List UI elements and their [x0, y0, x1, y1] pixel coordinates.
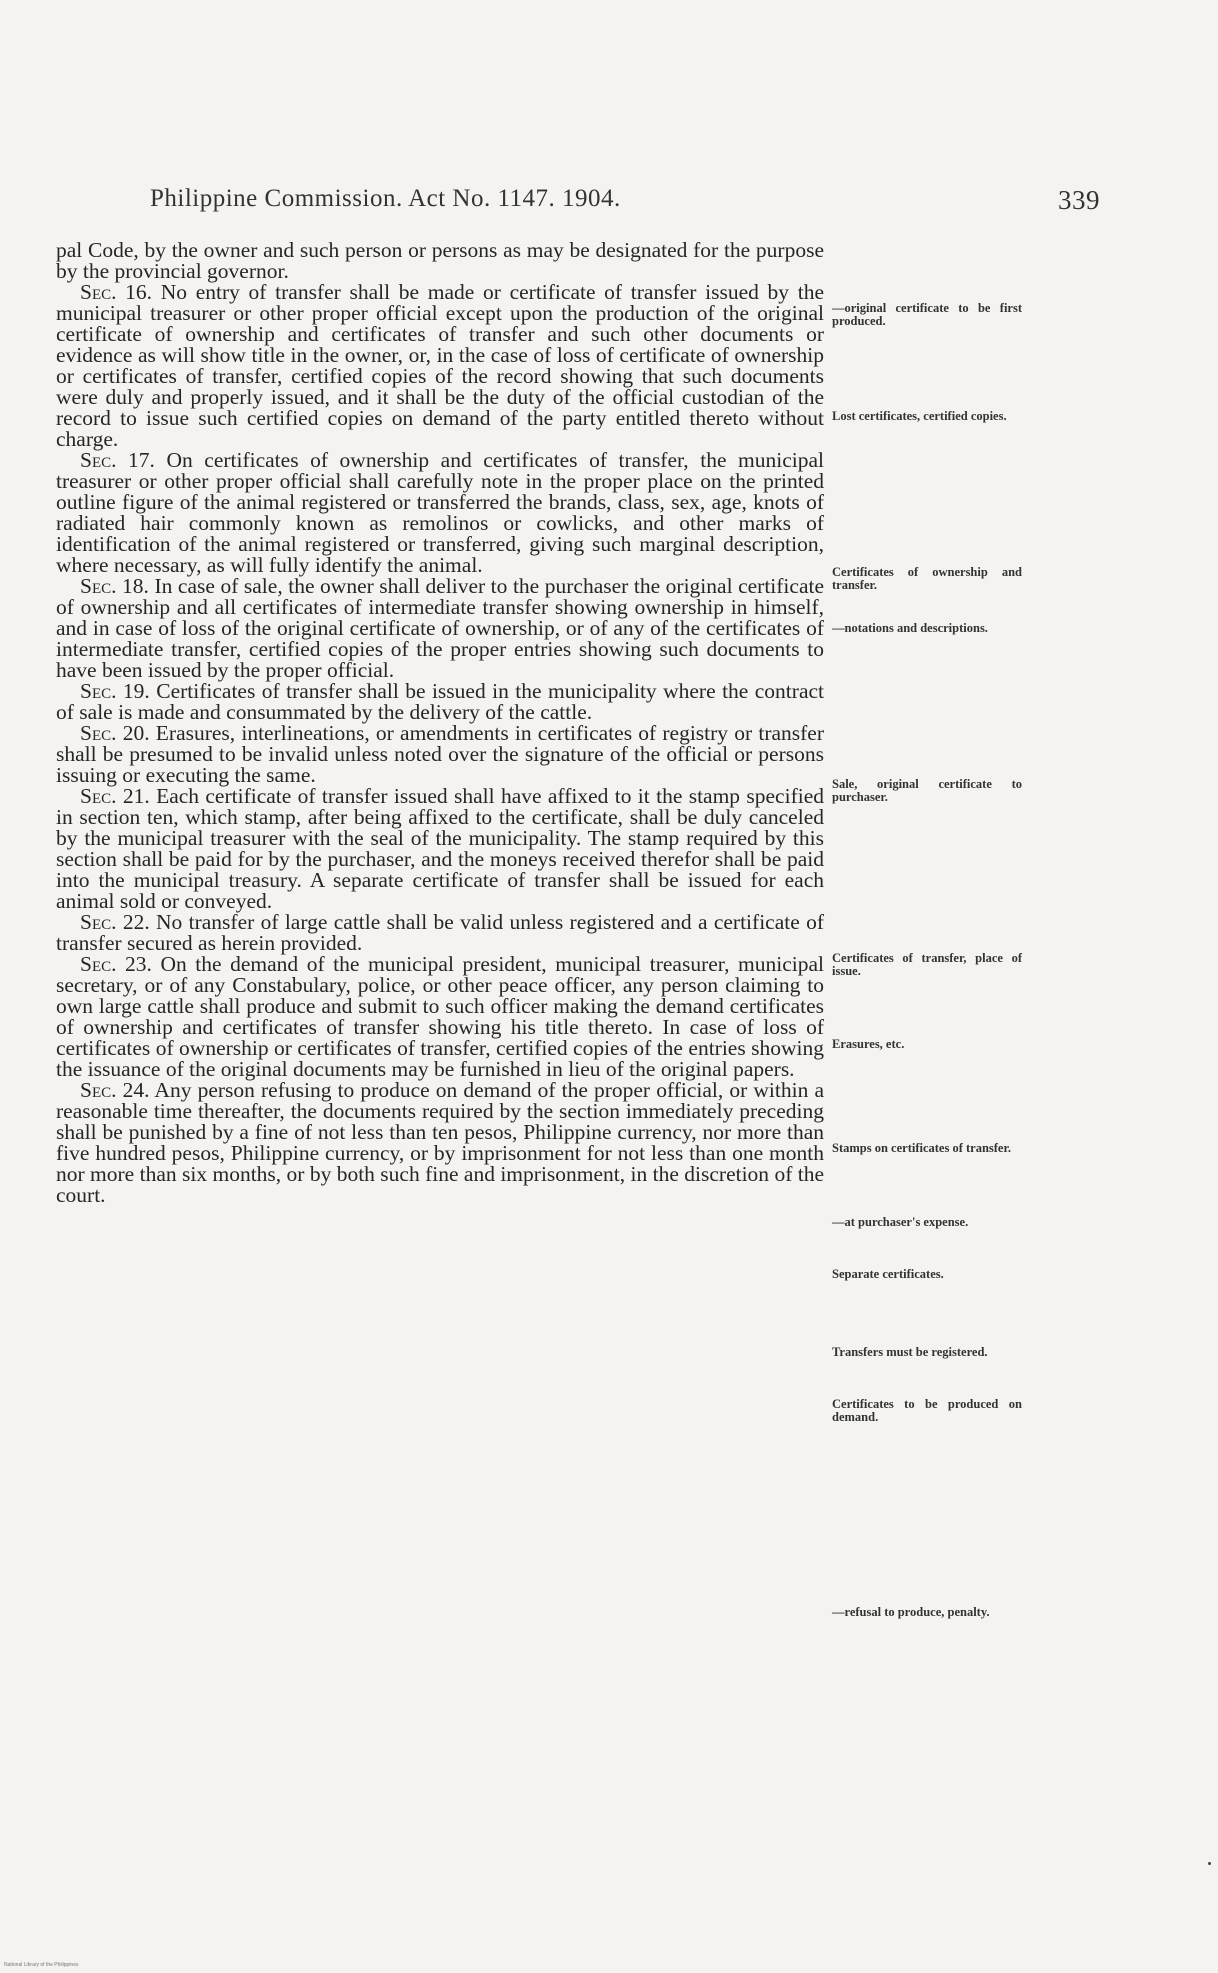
section-label: Sec. 21.: [80, 784, 150, 808]
section-16: [56, 282, 824, 450]
section-text: On the demand of the municipal president, municipal treasurer, municipal secretary, or of any Constabulary, police, or other peace officer, any person claiming to own large cattle shall produce and submit to such officer making the demand certificates of ownership and certificates of transfer showing his title thereto. In case of loss of certificates of ownership or certificates of transfer, certified copies of the entries showing the issuance of the original documents may be furnished in lieu of the original papers.: [56, 952, 824, 1081]
sidenote: Transfers must be registered.: [832, 1345, 988, 1359]
section-17: [56, 450, 824, 576]
paragraph-text: pal Code, by the owner and such person or persons as may be designated for the purpose by the provincial governor.: [56, 238, 824, 283]
sidenote: —notations and descriptions.: [832, 621, 988, 635]
section-21: [56, 786, 824, 912]
sidenote: Lost certificates, certified copies.: [832, 409, 1007, 423]
section-22: [56, 912, 824, 954]
sidenote: Sale, original certificate to purchaser.: [832, 777, 1022, 804]
section-18: [56, 576, 824, 681]
section-label: Sec. 22.: [80, 910, 150, 934]
section-text: No transfer of large cattle shall be valid unless registered and a certificate of transfer secured as herein provided.: [56, 910, 825, 955]
scan-speck: [1208, 1862, 1211, 1865]
sidenote: —at purchaser's expense.: [832, 1215, 969, 1229]
body-text: [56, 240, 824, 1206]
section-label: Sec. 24.: [80, 1078, 150, 1102]
section-label: Sec. 16.: [80, 280, 153, 304]
page-header: [150, 185, 1100, 213]
section-text: Each certificate of transfer issued shall have affixed to it the stamp specified in section ten, which stamp, after being affixed to the certificate, shall be duly canceled by the municipal treasurer with the seal of the municipality. The stamp required by this section shall be paid for by the purchaser, and the moneys received therefor shall be paid into the municipal treasury. A separate certificate of transfer shall be issued for each animal sold or conveyed.: [56, 784, 825, 913]
section-24: [56, 1080, 824, 1206]
section-text: In case of sale, the owner shall deliver to the purchaser the original certificate of ownership and all certificates of intermediate transfer showing ownership in himself, and in case of loss of the original certificate of ownership, or of any of the certificates of intermediate transfer, certified copies of the proper entries showing such documents to have been issued by the proper official.: [56, 574, 825, 682]
paragraph-continuation: [56, 240, 824, 282]
sidenote: Separate certificates.: [832, 1267, 944, 1281]
section-label: Sec. 23.: [80, 952, 152, 976]
section-20: [56, 723, 824, 786]
sidenote: Stamps on certificates of transfer.: [832, 1141, 1012, 1155]
running-title: Philippine Commission. Act No. 1147. 1904.: [150, 185, 621, 212]
section-label: Sec. 20.: [80, 721, 150, 745]
sidenote: Certificates of transfer, place of issue.: [832, 951, 1022, 978]
page-number: 339: [1058, 185, 1100, 215]
section-label: Sec. 18.: [80, 574, 149, 598]
section-label: Sec. 19.: [80, 679, 150, 703]
section-text: Certificates of transfer shall be issued in the municipality where the contract of sale is made and consummated by the delivery of the cattle.: [56, 679, 824, 724]
section-text: No entry of transfer shall be made or certificate of transfer issued by the municipal treasurer or other proper official except upon the production of the original certificate of ownership and certificates of transfer and such other documents or evidence as will show title in the owner, or, in the case of loss of certificate of ownership or certificates of transfer, certified copies of the record showing that such documents were duly and properly issued, and it shall be the duty of the official custodian of the record to issue such certified copies on demand of the party entitled thereto without charge.: [56, 280, 824, 451]
sidenote: Certificates of ownership and transfer.: [832, 565, 1022, 592]
section-text: Any person refusing to produce on demand of the proper official, or within a reasonable time thereafter, the documents required by the section immediately preceding shall be punished by a fine of not less than ten pesos, Philippine currency, nor more than five hundred pesos, Philippine currency, or by imprisonment for not less than one month nor more than six months, or by both such fine and imprisonment, in the discretion of the court.: [56, 1078, 825, 1207]
sidenote: Erasures, etc.: [832, 1037, 905, 1051]
sidenote: —refusal to produce, penalty.: [832, 1605, 990, 1619]
section-23: [56, 954, 824, 1080]
sidenote: Certificates to be produced on demand.: [832, 1397, 1022, 1424]
section-text: On certificates of ownership and certificates of transfer, the municipal treasurer or other proper official shall carefully note in the proper place on the printed outline figure of the animal registered or transferred the brands, class, sex, age, knots of radiated hair commonly known as remolinos or cowlicks, and other marks of identification of the animal registered or transferred, giving such marginal description, where necessary, as will fully identify the animal.: [56, 448, 825, 577]
section-text: Erasures, interlineations, or amendments in certificates of registry or transfer shall be presumed to be invalid unless noted over the signature of the official or persons issuing or executing the same.: [56, 721, 825, 787]
sidenote: —original certificate to be first produced.: [832, 301, 1022, 328]
section-label: Sec. 17.: [80, 448, 155, 472]
scan-footer: National Library of the Philippines: [4, 1962, 79, 1968]
section-19: [56, 681, 824, 723]
